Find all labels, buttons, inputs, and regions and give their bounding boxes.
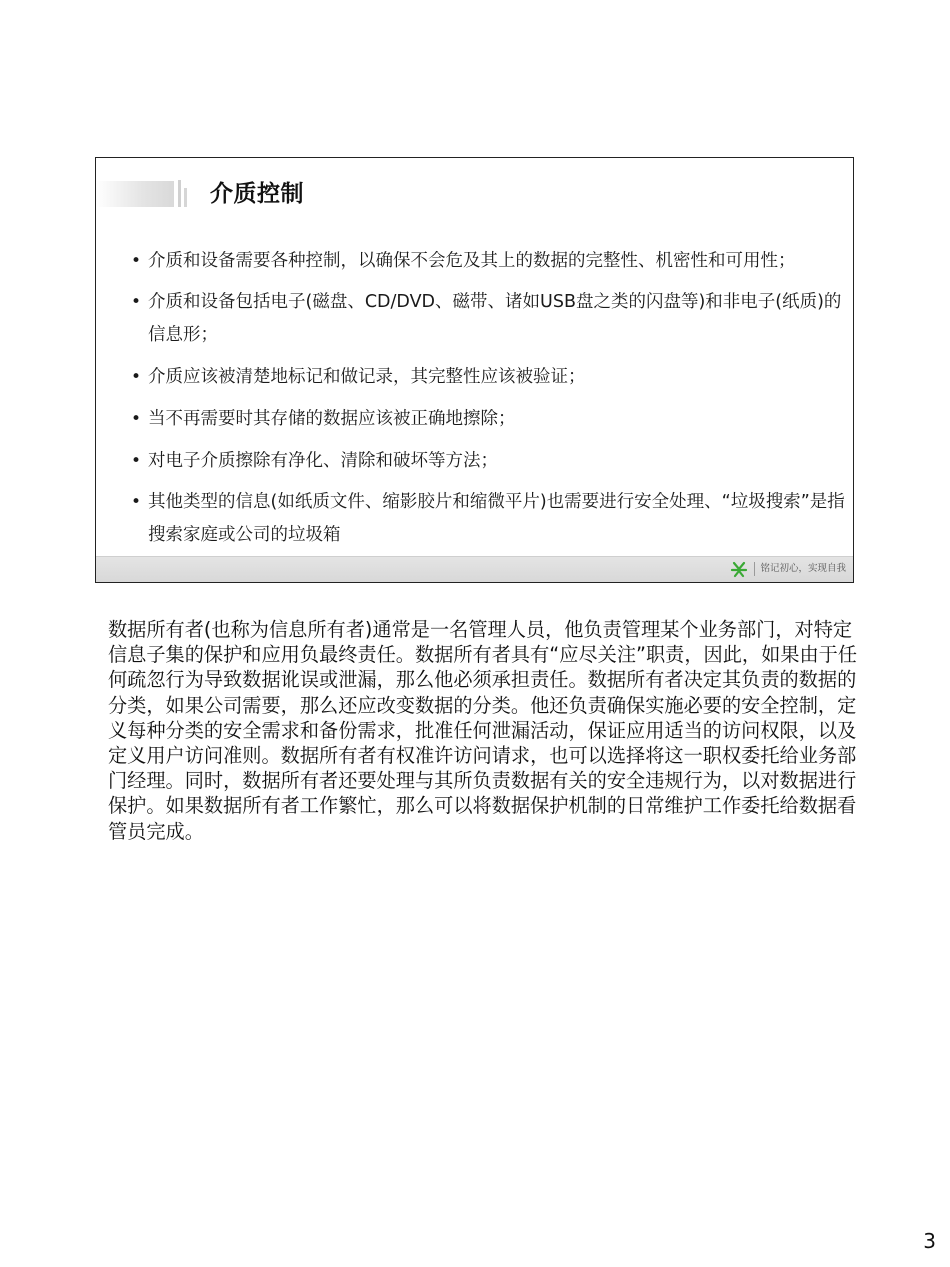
slide-title: 介质控制 [210, 181, 304, 207]
bullet-list [128, 244, 850, 560]
bullet-item [128, 486, 850, 552]
bullet-dot-icon: • [131, 409, 142, 429]
title-decoration [96, 181, 174, 207]
bullet-text: 介质应该被清楚地标记和做记录，其完整性应该被验证； [148, 367, 586, 387]
body-paragraph: 数据所有者(也称为信息所有者)通常是一名管理人员，他负责管理某个业务部门，对特定信息子集的保护和应用负最终责任。数据所有者具有“应尽关注”职责，因此，如果由于任何疏忽行为导致数据讹误或泄漏，那么他必须承担责任。数据所有者决定其负责的数据的分类，如果公司需要，那么还应改变数据的分类。他还负责确保实施必要的安全控制，定义每种分类的安全需求和备份需求，批准任何泄漏活动，保证应用适当的访问权限，以及定义用户访问准则。数据所有者有权准许访问请求，也可以选择将这一职权委托给业务部门经理。同时，数据所有者还要处理与其所负责数据有关的安全违规行为，以对数据进行保护。如果数据所有者工作繁忙，那么可以将数据保护机制的日常维护工作委托给数据看管员完成。 [108, 618, 858, 843]
bullet-text: 对电子介质擦除有净化、清除和破坏等方法； [148, 451, 498, 471]
bullet-item [128, 444, 850, 478]
bullet-text: 其他类型的信息(如纸质文件、缩影胶片和缩微平片)也需要进行安全处理、“垃圾搜索”是指搜索家庭或公司的垃圾箱 [148, 492, 845, 545]
bullet-item [128, 360, 850, 394]
bullet-text: 介质和设备需要各种控制，以确保不会危及其上的数据的完整性、机密性和可用性； [148, 251, 796, 271]
title-decoration-tick [184, 188, 187, 207]
bullet-item [128, 286, 850, 352]
slide-title-bar [96, 178, 853, 212]
bullet-item [128, 244, 850, 278]
footer-divider [754, 562, 755, 576]
slide-panel [95, 157, 854, 583]
page-number: 3 [923, 1229, 936, 1253]
bullet-text: 当不再需要时其存储的数据应该被正确地擦除； [148, 409, 516, 429]
bullet-text: 介质和设备包括电子(磁盘、CD/DVD、磁带、诸如USB盘之类的闪盘等)和非电子(纸质)的信息形； [148, 292, 842, 345]
bullet-dot-icon: • [131, 492, 142, 512]
bullet-dot-icon: • [131, 451, 142, 471]
bullet-item [128, 402, 850, 436]
bullet-dot-icon: • [131, 367, 142, 387]
slide-footer [96, 556, 853, 582]
bullet-dot-icon: • [131, 251, 142, 271]
brand-logo-icon [730, 560, 748, 578]
footer-slogan: 铭记初心，实现自我 [760, 563, 846, 574]
bullet-dot-icon: • [131, 292, 142, 312]
title-decoration-tick [178, 180, 181, 207]
